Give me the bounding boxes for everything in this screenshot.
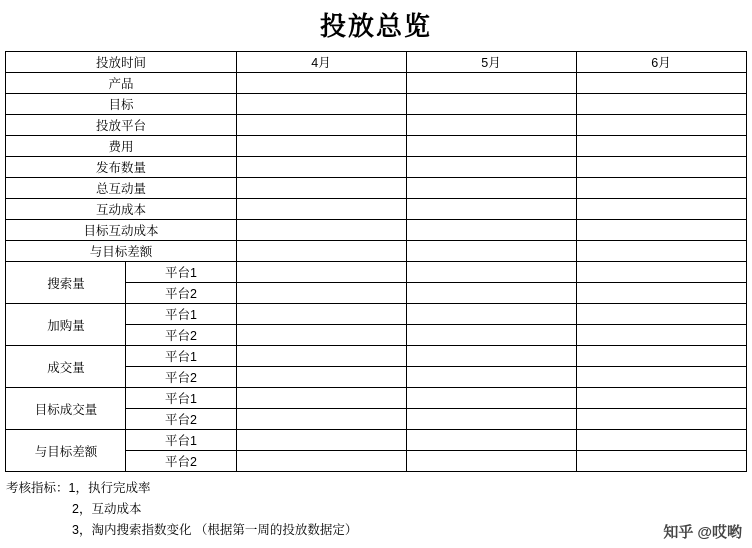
group-label-search-volume: 搜索量 — [6, 262, 126, 304]
row-label-product: 产品 — [6, 73, 236, 94]
cell-transactions-p2-month-1[interactable] — [236, 367, 406, 388]
watermark-brand: 知乎 — [663, 524, 694, 541]
cell-platform-month-3[interactable] — [576, 115, 746, 136]
header-row-label: 投放时间 — [6, 52, 236, 73]
cell-add-to-cart-p2-month-2[interactable] — [406, 325, 576, 346]
cell-goal-month-1[interactable] — [236, 94, 406, 115]
cell-product-month-2[interactable] — [406, 73, 576, 94]
cell-add-to-cart-p2-month-3[interactable] — [576, 325, 746, 346]
row-label-publish-count: 发布数量 — [6, 157, 236, 178]
cell-total-interactions-month-2[interactable] — [406, 178, 576, 199]
cell-search-volume-p2-month-1[interactable] — [236, 283, 406, 304]
cell-search-volume-p2-month-2[interactable] — [406, 283, 576, 304]
page-title: 投放总览 — [319, 11, 432, 41]
row-label-goal: 目标 — [6, 94, 236, 115]
cell-gap-to-target-p2-month-1[interactable] — [236, 451, 406, 472]
row-label-platform: 投放平台 — [6, 115, 236, 136]
cell-platform-month-1[interactable] — [236, 115, 406, 136]
cell-cost-month-1[interactable] — [236, 136, 406, 157]
table-row — [6, 94, 746, 115]
cell-target-transactions-p1-month-2[interactable] — [406, 388, 576, 409]
group-label-target-transactions: 目标成交量 — [6, 388, 126, 430]
table-row — [6, 157, 746, 178]
cell-goal-month-3[interactable] — [576, 94, 746, 115]
assessment-notes — [6, 478, 746, 541]
cell-transactions-p1-month-2[interactable] — [406, 346, 576, 367]
cell-gap-to-target-month-3[interactable] — [576, 241, 746, 262]
cell-transactions-p1-month-3[interactable] — [576, 346, 746, 367]
cell-target-transactions-p1-month-3[interactable] — [576, 388, 746, 409]
sub-label-gap-to-target-platform-1: 平台1 — [126, 430, 236, 451]
watermark — [663, 521, 742, 542]
table-row — [6, 136, 746, 157]
cell-target-transactions-p2-month-1[interactable] — [236, 409, 406, 430]
cell-target-interaction-cost-month-3[interactable] — [576, 220, 746, 241]
sub-label-target-transactions-platform-2: 平台2 — [126, 409, 236, 430]
cell-total-interactions-month-1[interactable] — [236, 178, 406, 199]
cell-target-interaction-cost-month-1[interactable] — [236, 220, 406, 241]
cell-add-to-cart-p1-month-2[interactable] — [406, 304, 576, 325]
sub-label-target-transactions-platform-1: 平台1 — [126, 388, 236, 409]
header-month-3: 6月 — [576, 52, 746, 73]
table-row — [6, 241, 746, 262]
cell-add-to-cart-p1-month-1[interactable] — [236, 304, 406, 325]
cell-transactions-p1-month-1[interactable] — [236, 346, 406, 367]
cell-search-volume-p1-month-3[interactable] — [576, 262, 746, 283]
group-label-transactions: 成交量 — [6, 346, 126, 388]
cell-cost-month-3[interactable] — [576, 136, 746, 157]
table-row — [6, 220, 746, 241]
table-row — [6, 388, 746, 409]
cell-platform-month-2[interactable] — [406, 115, 576, 136]
cell-interaction-cost-month-3[interactable] — [576, 199, 746, 220]
table-row — [6, 178, 746, 199]
table-row — [6, 430, 746, 451]
cell-interaction-cost-month-1[interactable] — [236, 199, 406, 220]
row-label-cost: 费用 — [6, 136, 236, 157]
cell-add-to-cart-p1-month-3[interactable] — [576, 304, 746, 325]
cell-search-volume-p1-month-1[interactable] — [236, 262, 406, 283]
group-label-add-to-cart: 加购量 — [6, 304, 126, 346]
cell-gap-to-target-p2-month-3[interactable] — [576, 451, 746, 472]
table-row — [6, 115, 746, 136]
group-label-gap-to-target: 与目标差额 — [6, 430, 126, 472]
table-row — [6, 346, 746, 367]
row-label-gap-to-target: 与目标差额 — [6, 241, 236, 262]
cell-search-volume-p1-month-2[interactable] — [406, 262, 576, 283]
cell-gap-to-target-month-1[interactable] — [236, 241, 406, 262]
note-line-2: 2，互动成本 — [72, 502, 142, 516]
cell-transactions-p2-month-3[interactable] — [576, 367, 746, 388]
cell-add-to-cart-p2-month-1[interactable] — [236, 325, 406, 346]
sub-label-search-volume-platform-2: 平台2 — [126, 283, 236, 304]
row-label-interaction-cost: 互动成本 — [6, 199, 236, 220]
table-row — [6, 262, 746, 283]
sub-label-transactions-platform-2: 平台2 — [126, 367, 236, 388]
cell-goal-month-2[interactable] — [406, 94, 576, 115]
cell-cost-month-2[interactable] — [406, 136, 576, 157]
cell-product-month-1[interactable] — [236, 73, 406, 94]
header-month-2: 5月 — [406, 52, 576, 73]
cell-target-transactions-p2-month-3[interactable] — [576, 409, 746, 430]
cell-gap-to-target-month-2[interactable] — [406, 241, 576, 262]
sub-label-add-to-cart-platform-2: 平台2 — [126, 325, 236, 346]
cell-publish-count-month-2[interactable] — [406, 157, 576, 178]
cell-gap-to-target-p1-month-2[interactable] — [406, 430, 576, 451]
header-month-1: 4月 — [236, 52, 406, 73]
cell-total-interactions-month-3[interactable] — [576, 178, 746, 199]
campaign-overview-table — [5, 51, 746, 472]
sub-label-search-volume-platform-1: 平台1 — [126, 262, 236, 283]
sub-label-add-to-cart-platform-1: 平台1 — [126, 304, 236, 325]
sub-label-gap-to-target-platform-2: 平台2 — [126, 451, 236, 472]
cell-transactions-p2-month-2[interactable] — [406, 367, 576, 388]
sub-label-transactions-platform-1: 平台1 — [126, 346, 236, 367]
cell-interaction-cost-month-2[interactable] — [406, 199, 576, 220]
cell-publish-count-month-1[interactable] — [236, 157, 406, 178]
cell-gap-to-target-p1-month-1[interactable] — [236, 430, 406, 451]
cell-target-transactions-p1-month-1[interactable] — [236, 388, 406, 409]
note-line-3: 3，淘内搜索指数变化 （根据第一周的投放数据定） — [72, 523, 358, 537]
cell-gap-to-target-p2-month-2[interactable] — [406, 451, 576, 472]
note-line-1: 考核指标：1，执行完成率 — [6, 481, 151, 495]
row-label-total-interactions: 总互动量 — [6, 178, 236, 199]
cell-product-month-3[interactable] — [576, 73, 746, 94]
cell-target-interaction-cost-month-2[interactable] — [406, 220, 576, 241]
table-row — [6, 199, 746, 220]
watermark-handle: @哎哟 — [697, 524, 742, 541]
row-label-target-interaction-cost: 目标互动成本 — [6, 220, 236, 241]
table-header-row — [6, 52, 746, 73]
cell-search-volume-p2-month-3[interactable] — [576, 283, 746, 304]
table-row — [6, 73, 746, 94]
table-row — [6, 304, 746, 325]
cell-publish-count-month-3[interactable] — [576, 157, 746, 178]
cell-target-transactions-p2-month-2[interactable] — [406, 409, 576, 430]
cell-gap-to-target-p1-month-3[interactable] — [576, 430, 746, 451]
